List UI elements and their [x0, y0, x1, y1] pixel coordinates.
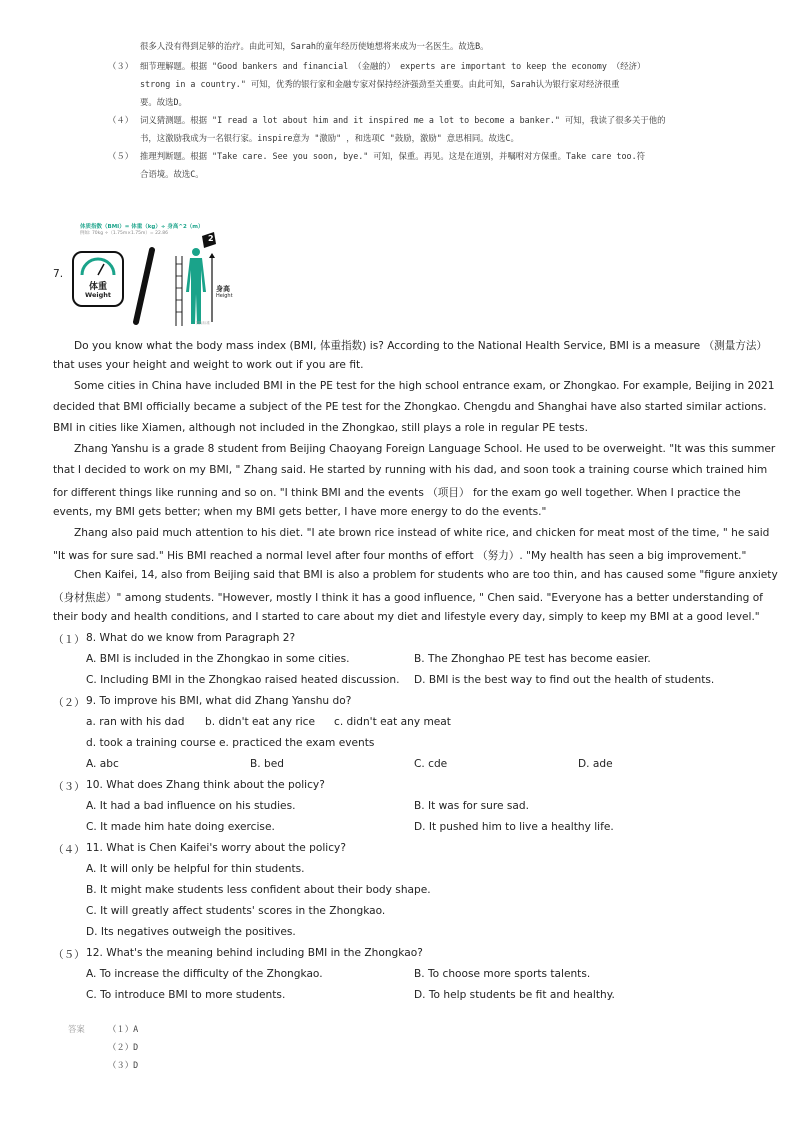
passage-line: that I decided to work on my BMI, " Zhang said. He started by running with his dad, and soon took a training course which trained him: [53, 464, 768, 476]
scale-icon: [72, 251, 124, 307]
option-b[interactable]: B. To choose more sports talents.: [414, 968, 591, 980]
option-a[interactable]: A. abc: [86, 758, 119, 770]
question-number: 7.: [53, 268, 64, 280]
passage-line: Chen Kaifei, 14, also from Beijing said that BMI is also a problem for students who are too thin, and has caused some "figure anxiety: [74, 569, 778, 581]
option-d[interactable]: D. ade: [578, 758, 613, 770]
option-d[interactable]: D. It pushed him to live a healthy life.: [414, 821, 614, 833]
prev-answer-line: 词义猜测题。根据 "I read a lot about him and it inspired me a lot to become a banker." 可知，我读了很多关于他的: [140, 115, 666, 125]
prev-answer-line: 推理判断题。根据 "Take care. See you soon, bye." 可知，保重。再见。这是在道别，并嘱咐对方保重。Take care too.符: [140, 151, 645, 161]
option-c[interactable]: C. To introduce BMI to more students.: [86, 989, 286, 1001]
question-number: （４）: [53, 844, 85, 856]
passage-line: decided that BMI officially became a subject of the PE test for the Zhongkao. Chengdu and Shanghai have also started similar actions.: [53, 401, 767, 413]
passage-line: "It was for sure sad." His BMI reached a normal level after four months of effort （努力）. "My health has seen a big improvement.": [53, 550, 747, 562]
option-d[interactable]: D. To help students be fit and healthy.: [414, 989, 615, 1001]
prev-answer-line: strong in a country." 可知，优秀的银行家和金融专家对保持经济强劲至关重要。由此可知，Sarah认为银行家对经济很重: [140, 79, 620, 89]
divide-slash-icon: [130, 246, 160, 326]
choice-item: c. didn't eat any meat: [334, 716, 451, 728]
question-stem: 10. What does Zhang think about the policy?: [86, 779, 325, 791]
scale-label-cn: 体重: [88, 282, 107, 292]
option-d[interactable]: D. Its negatives outweigh the positives.: [86, 926, 296, 938]
human-height-icon: [168, 230, 248, 330]
option-c[interactable]: C. It made him hate doing exercise.: [86, 821, 275, 833]
option-b[interactable]: B. The Zhonghao PE test has become easier.: [414, 653, 651, 665]
option-d[interactable]: D. BMI is the best way to find out the health of students.: [414, 674, 715, 686]
passage-line: BMI in cities like Xiamen, although not included in the Zhongkao, still plays a role in regular PE tests.: [53, 422, 588, 434]
choice-item: b. didn't eat any rice: [205, 716, 316, 728]
bmi-figure: [72, 218, 262, 330]
answer-item: （１）A: [108, 1024, 139, 1034]
answer-label: 答案: [68, 1024, 85, 1034]
question-number: （２）: [53, 697, 85, 709]
option-b[interactable]: B. It might make students less confident about their body shape.: [86, 884, 431, 896]
choice-item: a. ran with his dad: [86, 716, 185, 728]
height-label-cn: 身高: [216, 285, 230, 293]
choice-item: e. practiced the exam events: [219, 737, 375, 749]
question-number: （５）: [53, 949, 85, 961]
prev-answer-line: 书，这激励我成为一名银行家。inspire意为 "激励" ，和选项C "鼓励，激励" 意思相同。故选C。: [140, 133, 519, 143]
passage-line: for different things like running and so on. "I think BMI and the events （项目） for the exam go well together. When I practice the: [53, 487, 741, 499]
choice-item: d. took a training course: [86, 737, 216, 749]
prev-answer-number: （４）: [108, 115, 134, 125]
option-a[interactable]: A. It had a bad influence on his studies.: [86, 800, 296, 812]
prev-answer-number: （５）: [108, 151, 134, 161]
option-b[interactable]: B. bed: [250, 758, 284, 770]
height-label-en: Height: [216, 293, 233, 299]
badge-number: 2: [208, 234, 214, 243]
question-stem: 8. What do we know from Paragraph 2?: [86, 632, 296, 644]
passage-line: （身材焦虑）" among students. "However, mostly I think it has a good influence, " Chen said. "Everyone has a better understanding of: [53, 592, 763, 604]
question-stem: 12. What's the meaning behind including BMI in the Zhongkao?: [86, 947, 423, 959]
passage-line: Zhang Yanshu is a grade 8 student from Beijing Chaoyang Foreign Language School. He used to be overweight. "It was this summer: [74, 443, 776, 455]
prev-answer-line: 合语境。故选C。: [140, 169, 204, 179]
passage-line: that uses your height and weight to work out if you are fit.: [53, 359, 364, 371]
option-c[interactable]: C. cde: [414, 758, 448, 770]
figure-caption: 国际标准: [196, 321, 210, 325]
question-stem: 9. To improve his BMI, what did Zhang Yanshu do?: [86, 695, 352, 707]
passage-line: Some cities in China have included BMI in the PE test for the high school entrance exam, or Zhongkao. For example, Beijing in 2021: [74, 380, 775, 392]
option-c[interactable]: C. It will greatly affect students' scores in the Zhongkao.: [86, 905, 386, 917]
passage-line: Zhang also paid much attention to his diet. "I ate brown rice instead of white rice, and chicken for meat most of the time, " he said: [74, 527, 770, 539]
bmi-formula: 体质指数（BMI）= 体重（kg）÷ 身高^2（m）: [80, 224, 204, 230]
option-a[interactable]: A. BMI is included in the Zhongkao in some cities.: [86, 653, 350, 665]
question-number: （３）: [53, 781, 85, 793]
answer-item: （３）D: [108, 1060, 139, 1070]
prev-answer-line: 很多人没有得到足够的治疗。由此可知，Sarah的童年经历使她想将来成为一名医生。故选B。: [140, 41, 489, 51]
option-b[interactable]: B. It was for sure sad.: [414, 800, 529, 812]
prev-answer-line: 细节理解题。根据 "Good bankers and financial （金融的） experts are important to keep the economy （经济）: [140, 61, 646, 71]
option-a[interactable]: A. It will only be helpful for thin students.: [86, 863, 305, 875]
option-a[interactable]: A. To increase the difficulty of the Zhongkao.: [86, 968, 323, 980]
passage-line: their body and health conditions, and I started to care about my diet and lifestyle every day, simply to keep my BMI at a good level.": [53, 611, 760, 623]
question-stem: 11. What is Chen Kaifei's worry about the policy?: [86, 842, 346, 854]
passage-line: Do you know what the body mass index (BMI, 体重指数) is? According to the National Health Service, BMI is a measure （测量方法）: [74, 340, 768, 352]
question-number: （１）: [53, 634, 85, 646]
prev-answer-line: 要。故选D。: [140, 97, 187, 107]
answer-item: （２）D: [108, 1042, 139, 1052]
option-c[interactable]: C. Including BMI in the Zhongkao raised heated discussion.: [86, 674, 400, 686]
scale-label-en: Weight: [85, 291, 111, 299]
bmi-example: 例如: 70kg ÷（1.75m×1.75m）= 22.86: [80, 231, 168, 236]
prev-answer-number: （３）: [108, 61, 134, 71]
passage-line: events, my BMI gets better; when my BMI gets better, I have more energy to do the events.": [53, 506, 547, 518]
